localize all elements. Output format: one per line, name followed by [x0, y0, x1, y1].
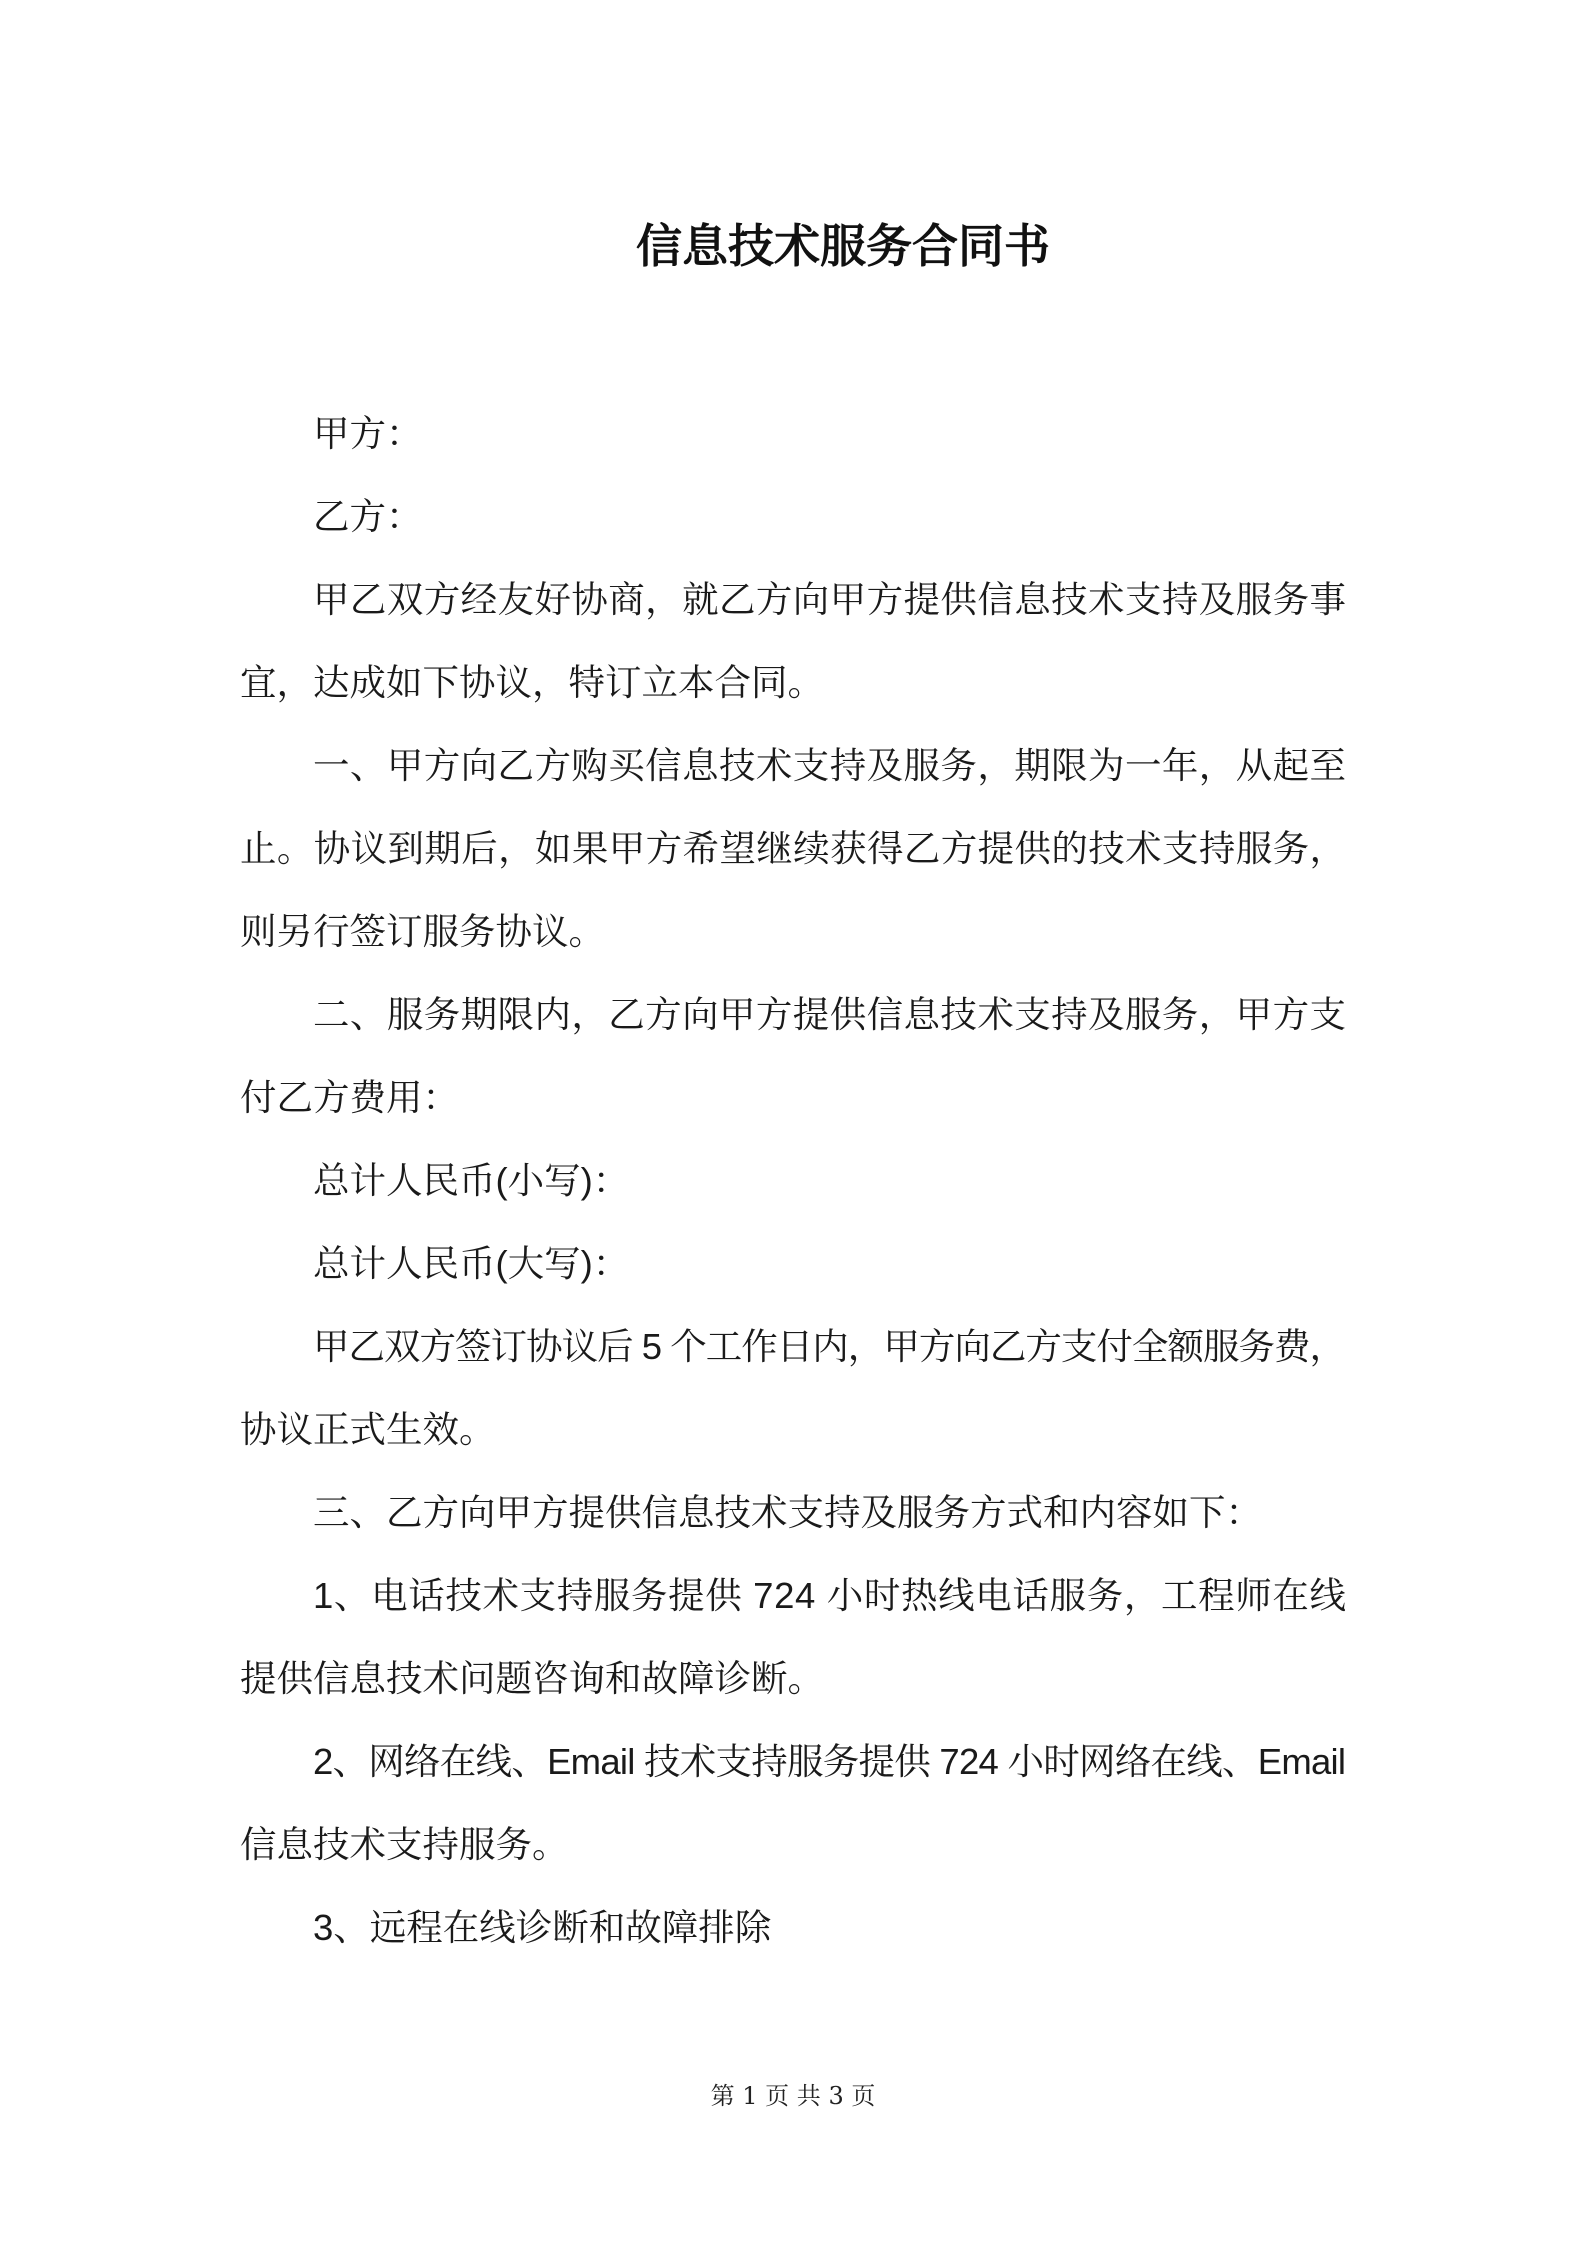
- line-text: 付乙方费用：: [240, 1077, 459, 1118]
- clause-2-paragraph: [240, 973, 1346, 1139]
- line-text: 一、甲方向乙方购买信息技术支持及服务，期限为一年，从起至: [313, 745, 1347, 786]
- service-item-2: [240, 1720, 1346, 1886]
- payment-terms-paragraph: [240, 1305, 1346, 1471]
- clause-3-heading: [240, 1471, 1346, 1554]
- line-text: 甲乙双方经友好协商，就乙方向甲方提供信息技术支持及服务事: [313, 579, 1347, 620]
- text-line: [240, 1305, 1346, 1388]
- text-line: [240, 558, 1346, 641]
- line-text: 乙方：: [313, 496, 423, 537]
- text-line: [240, 724, 1346, 807]
- party-a-label: [240, 392, 1346, 475]
- line-text: 2、网络在线、Email 技术支持服务提供 724 小时网络在线、Email: [313, 1741, 1346, 1782]
- text-line: [240, 973, 1346, 1056]
- text-line: [240, 1637, 1346, 1720]
- line-text: 宜，达成如下协议，特订立本合同。: [240, 662, 824, 703]
- line-text: 协议正式生效。: [240, 1409, 496, 1450]
- line-text: 甲方：: [313, 413, 423, 454]
- page-indicator: 第 1 页 共 3 页: [710, 2082, 876, 2110]
- line-text: 总计人民币(小写)：: [313, 1160, 630, 1201]
- service-item-1: [240, 1554, 1346, 1720]
- text-line: [240, 1803, 1346, 1886]
- text-line: [240, 1056, 1346, 1139]
- line-text: 则另行签订服务协议。: [240, 911, 605, 952]
- line-text: 3、远程在线诊断和故障排除: [313, 1907, 772, 1948]
- amount-uppercase-line: [240, 1222, 1346, 1305]
- text-line: [240, 807, 1346, 890]
- text-line: [240, 1388, 1346, 1471]
- line-text: 止。协议到期后，如果甲方希望继续获得乙方提供的技术支持服务，: [240, 828, 1347, 869]
- text-line: [240, 1554, 1346, 1637]
- text-line: [240, 641, 1346, 724]
- line-text: 总计人民币(大写)：: [313, 1243, 630, 1284]
- text-line: [240, 890, 1346, 973]
- document-title: 信息技术服务合同书: [636, 220, 1050, 272]
- amount-lowercase-line: [240, 1139, 1346, 1222]
- line-text: 提供信息技术问题咨询和故障诊断。: [240, 1658, 824, 1699]
- line-text: 信息技术支持服务。: [240, 1824, 569, 1865]
- service-item-3: [240, 1886, 1346, 1969]
- line-text: 甲乙双方签订协议后 5 个工作日内，甲方向乙方支付全额服务费，: [313, 1326, 1346, 1367]
- clause-1-paragraph: [240, 724, 1346, 973]
- text-line: [240, 1720, 1346, 1803]
- line-text: 二、服务期限内，乙方向甲方提供信息技术支持及服务，甲方支: [313, 994, 1347, 1035]
- line-text: 三、乙方向甲方提供信息技术支持及服务方式和内容如下：: [313, 1492, 1262, 1533]
- contract-body: [240, 392, 1346, 1969]
- intro-paragraph: [240, 558, 1346, 724]
- line-text: 1、电话技术支持服务提供 724 小时热线电话服务，工程师在线: [313, 1575, 1347, 1616]
- party-b-label: [240, 475, 1346, 558]
